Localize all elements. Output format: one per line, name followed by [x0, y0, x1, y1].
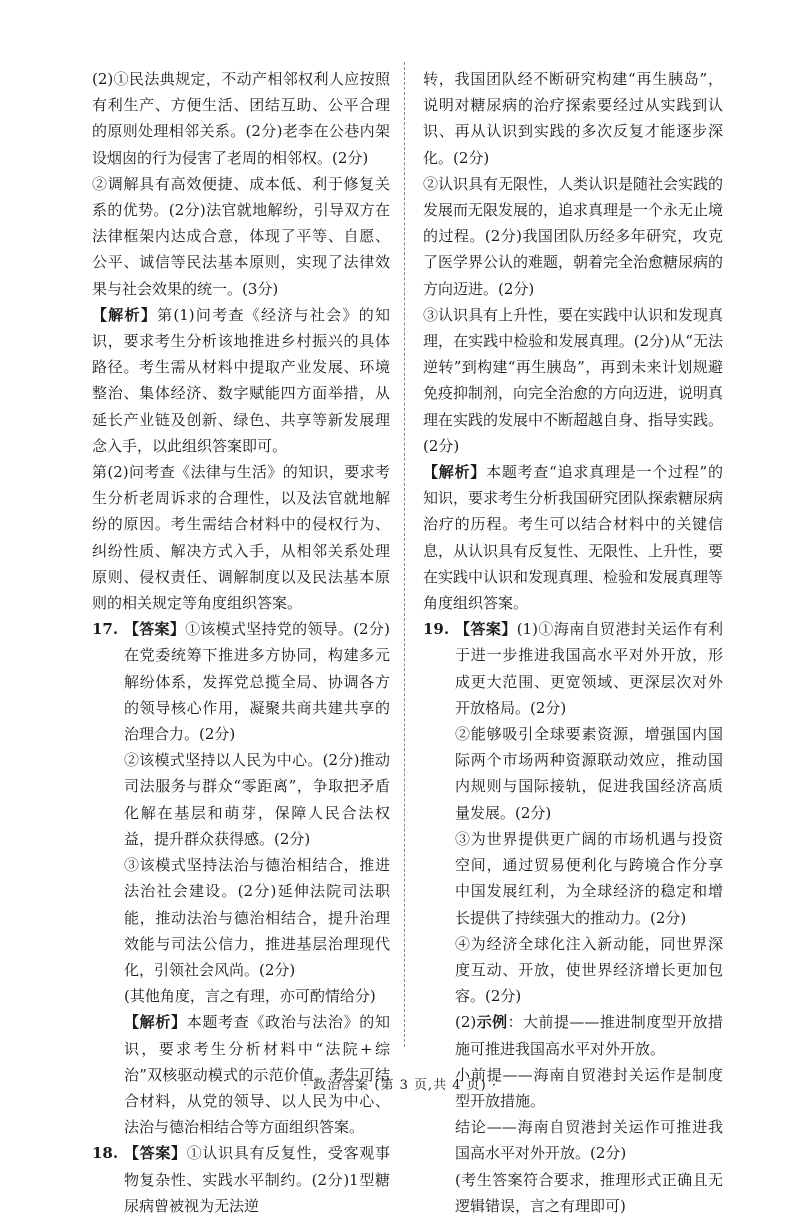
question-19 [423, 616, 723, 1219]
answer-label: 【答案】 [124, 1144, 187, 1163]
analysis-16-part-2: 第(2)问考查《法律与生活》的知识，要求考生分析老周诉求的合理性，以及法官就地解纷的原因。考生需结合材料中的侵权行为、纠纷性质、解决方式入手，从相邻关系处理原则、侵权责任、调解制度以及民法基本原则的相关规定等角度组织答案。 [92, 463, 390, 613]
answer-19-conclusion: 结论——海南自贸港封关运作可推进我国高水平对外开放。(2分) [455, 1118, 723, 1163]
analysis-16-part-1: 【解析】第(1)问考查《经济与社会》的知识，要求考生分析该地推进乡村振兴的具体路径。考生需从材料中提取产业发展、环境整治、集体经济、数字赋能四方面举措，从延长产业链及创新、绿色、共享等新发展理念入手，以此组织答案即可。 [92, 305, 390, 455]
answer-19-point-3: ③为世界提供更广阔的市场机遇与投资空间，通过贸易便利化与跨境合作分享中国发展红利，为全球经济的稳定和增长提供了持续强大的推动力。(2分) [455, 829, 723, 927]
answer-19-note: (考生答案符合要求，推理形式正确且无逻辑错误，言之有理即可) [455, 1170, 723, 1215]
answer-18-point-3: ③认识具有上升性，要在实践中认识和发现真理，在实践中检验和发展真理。(2分)从“无法逆转”到构建“再生胰岛”，再到未来计划规避免疫抑制剂，向完全治愈的方向迈进，说明真理在实践的发展中不断超越自身、指导实践。(2分) [423, 305, 724, 455]
analysis-label: 【解析】 [423, 463, 487, 482]
question-17 [92, 616, 390, 1140]
answer-19-point-1: 【答案】(1)①海南自贸港封关运作有利于进一步推进我国高水平对外开放，形成更大范围、更宽领域、更深层次对外开放格局。(2分) [455, 620, 723, 717]
page-footer: · 政治答案 (第 3 页,共 4 页) · [302, 1078, 497, 1093]
answer-label: 【答案】 [455, 620, 517, 639]
answer-18-point-1-cont: 转，我国团队经不断研究构建“再生胰岛”，说明对糖尿病的治疗探索要经过从实践到认识、再从认识到实践的多次反复才能逐步深化。(2分) [423, 70, 723, 167]
question-number: 18. [92, 1144, 119, 1163]
answer-17-point-1: 【答案】①该模式坚持党的领导。(2分)在党委统筹下推进多方协同，构建多元解纷体系，发挥党总揽全局、协调各方的领导核心作用，凝聚共商共建共享的治理合力。(2分) [124, 620, 390, 744]
answer-16-2-point-2: ②调解具有高效便捷、成本低、利于修复关系的优势。(2分)法官就地解纷，引导双方在法律框架内达成合意，体现了平等、自愿、公平、诚信等民法基本原则，实现了法律效果与社会效果的统一。(3分) [92, 174, 390, 298]
answer-18-point-1: 【答案】①认识具有反复性，受客观事物复杂性、实践水平制约。(2分)1型糖尿病曾被视为无法逆 [124, 1144, 390, 1215]
answer-16-2-point-1: (2)①民法典规定，不动产相邻权利人应按照有利生产、方便生活、团结互助、公平合理的原则处理相邻关系。(2分)老李在公巷内架设烟囱的行为侵害了老周的相邻权。(2分) [92, 70, 390, 167]
answer-17-point-3: ③该模式坚持法治与德治相结合，推进法治社会建设。(2分)延伸法院司法职能，推动法治与德治相结合，提升治理效能与司法公信力，推进基层治理现代化，引领社会风尚。(2分) [124, 856, 390, 979]
answer-19-point-4: ④为经济全球化注入新动能，同世界深度互动、开放，使世界经济增长更加包容。(2分) [455, 934, 723, 1006]
right-column [423, 66, 723, 1219]
example-label: 示例 [476, 1013, 508, 1032]
analysis-18: 【解析】本题考查“追求真理是一个过程”的知识，要求考生分析我国研究团队探索糖尿病治疗的历程。考生可以结合材料中的关键信息，从认识具有反复性、无限性、上升性，要在实践中认识和发现真理、检验和发展真理等角度组织答案。 [423, 463, 724, 613]
question-number: 19. [423, 620, 450, 639]
question-number: 17. [92, 620, 119, 639]
question-18 [92, 1140, 390, 1219]
answer-19-point-2: ②能够吸引全球要素资源，增强国内国际两个市场两种资源联动效应，推动国内规则与国际接轨，促进我国经济高质量发展。(2分) [455, 725, 723, 822]
answer-label: 【答案】 [124, 620, 186, 639]
answer-17-note: (其他角度，言之有理，亦可酌情给分) [124, 987, 376, 1006]
column-divider [404, 62, 405, 1047]
left-column [92, 66, 390, 1219]
answer-19-example: (2)示例：大前提——推进制度型开放措施可推进我国高水平对外开放。 [455, 1013, 723, 1058]
answer-18-point-2: ②认识具有无限性，人类认识是随社会实践的发展而无限发展的，追求真理是一个永无止境的过程。(2分)我国团队历经多年研究，攻克了医学界公认的难题，朝着完全治愈糖尿病的方向迈进。(2分) [423, 174, 724, 298]
answer-17-point-2: ②该模式坚持以人民为中心。(2分)推动司法服务与群众“零距离”，争取把矛盾化解在基层和萌芽，保障人民合法权益，提升群众获得感。(2分) [124, 751, 390, 848]
analysis-17: 【解析】本题考查《政治与法治》的知识，要求考生分析材料中“法院+综治”双核驱动模式的示范价值。考生可结合材料，从党的领导、以人民为中心、法治与德治相结合等方面组织答案。 [124, 1013, 390, 1137]
analysis-label: 【解析】 [124, 1013, 187, 1032]
analysis-label: 【解析】 [92, 305, 158, 324]
answer-19-minor-premise: 小前提——海南自贸港封关运作是制度型开放措施。 [455, 1065, 723, 1110]
